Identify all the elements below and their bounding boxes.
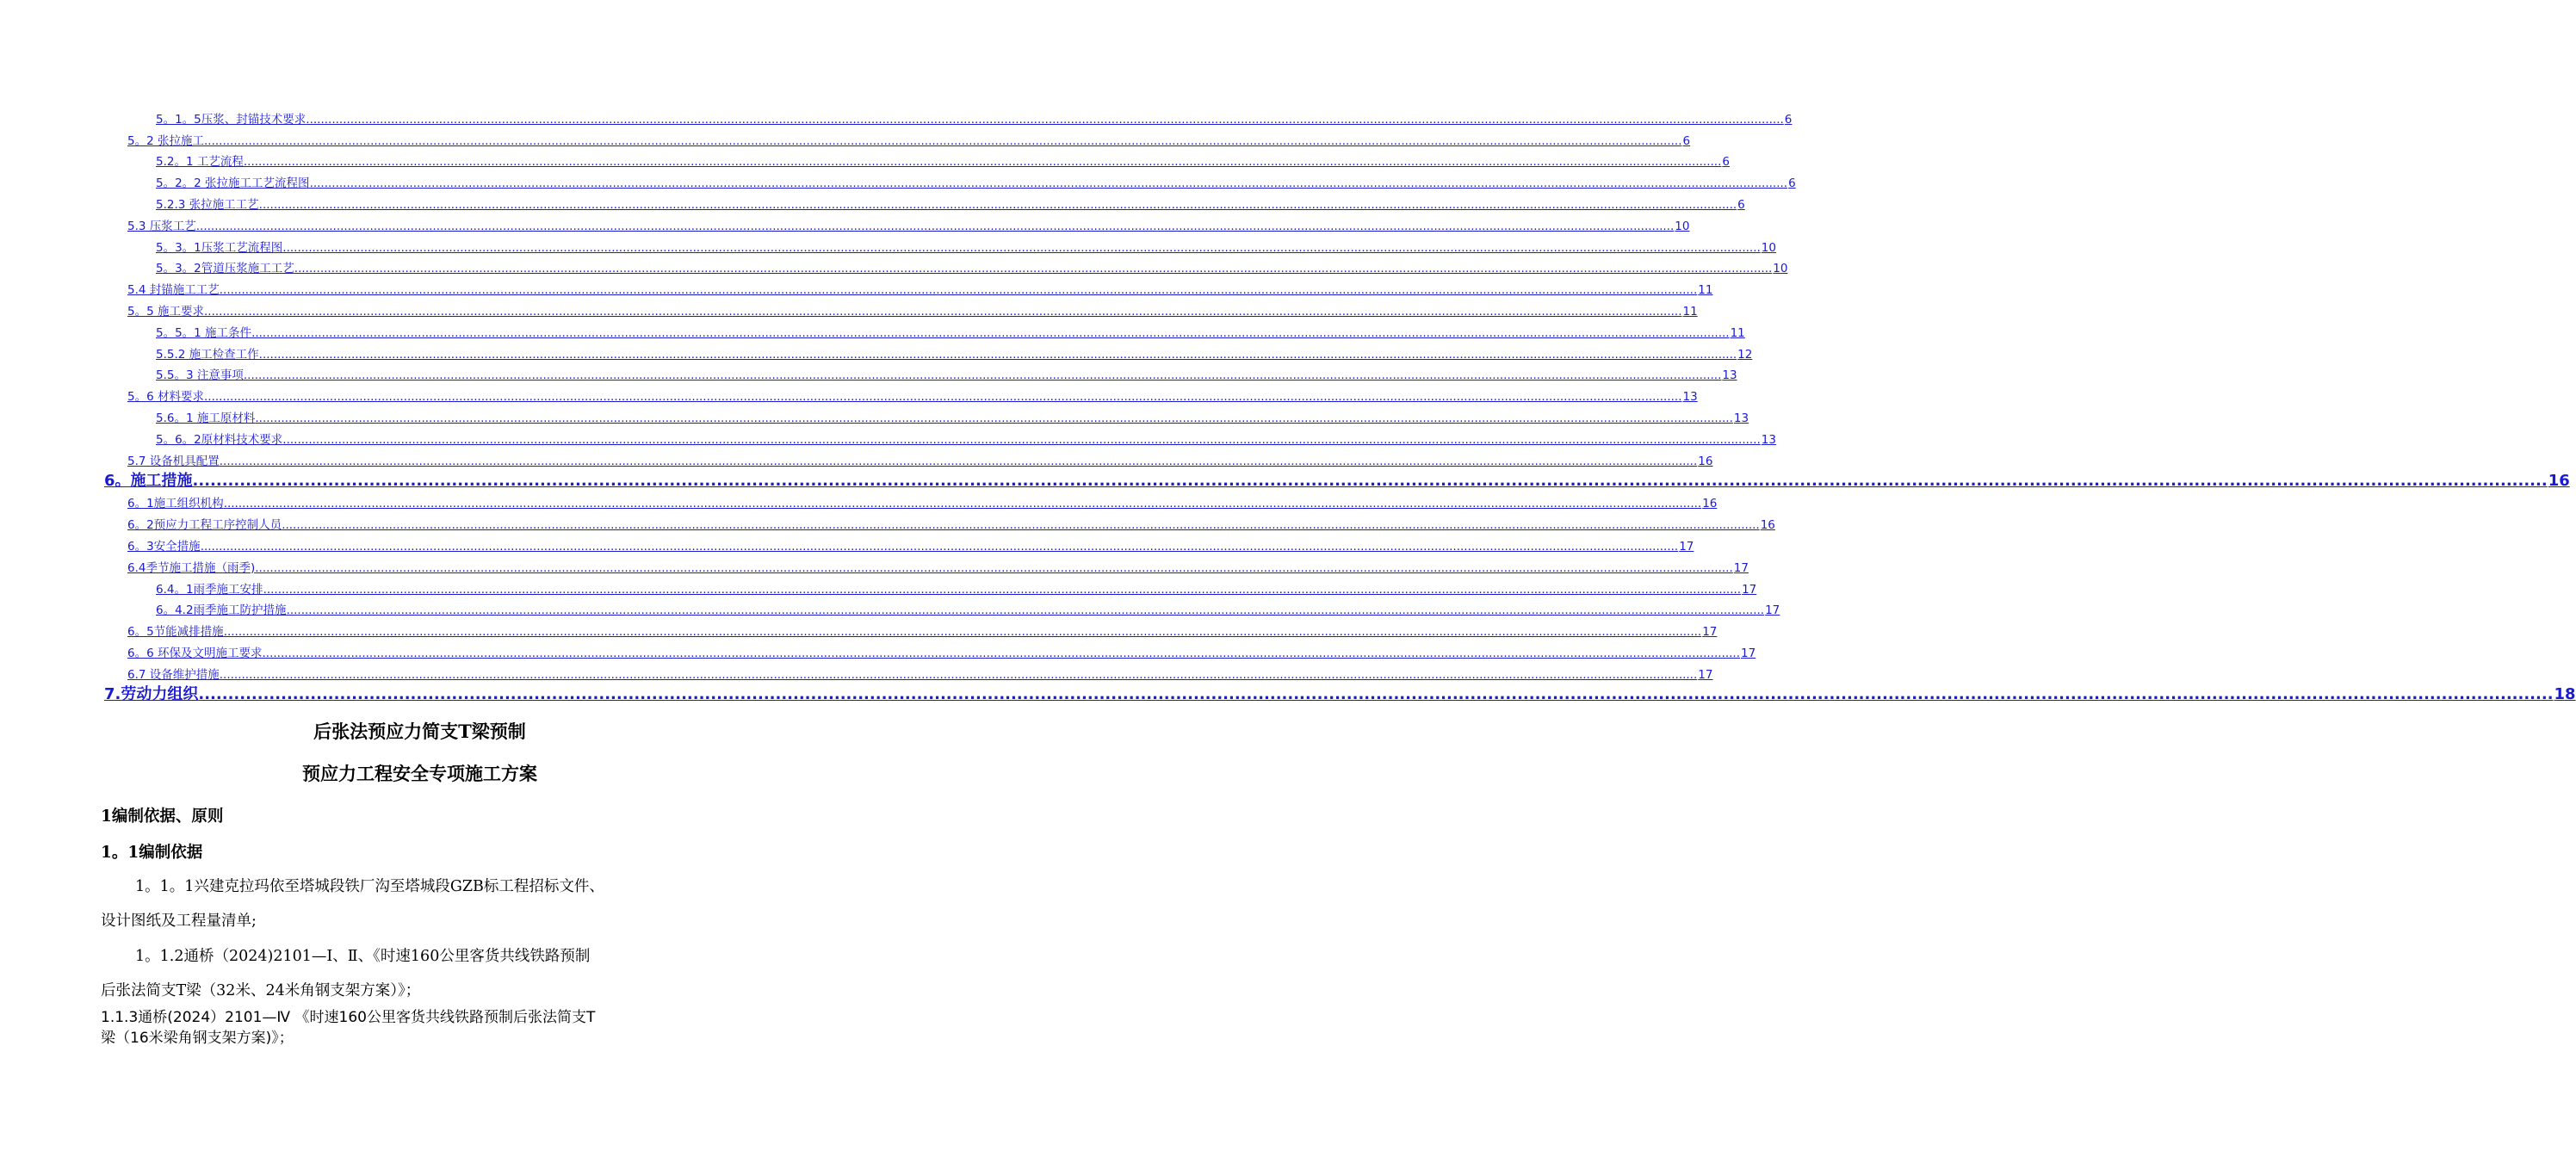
toc-entry-label: 6.4。1雨季施工安排 [156,582,263,597]
toc-leader-dots: ................................................................................................................................................................................................................................................................................................................................................................................................................ [255,411,1733,425]
toc-row [0,428,1776,449]
toc-page-number: 17 [1741,646,1756,660]
toc-entry-label: 5。2。2 张拉施工工艺流程图 [156,176,310,191]
toc-entry-label: 5.2。1 工艺流程 [156,155,244,170]
toc-row [0,343,1753,364]
toc-leader-dots: ................................................................................................................................................................................................................................................................................................................................................................................................................ [306,112,1784,127]
toc-leader-dots: ................................................................................................................................................................................................................................................................................................................................................................................................................ [223,625,1702,640]
toc-leader-dots: ................................................................................................................................................................................................................................................................................................................................................................................................................ [263,582,1742,597]
toc-entry-link[interactable] [156,347,1753,362]
document-title-line-2: 预应力工程安全专项施工方案 [302,763,537,784]
toc-leader-dots: ................................................................................................................................................................................................................................................................................................................................................................................................................ [262,646,1740,660]
toc-entry-link[interactable] [156,197,1745,213]
toc-entry-label: 5.2.3 张拉施工工艺 [156,197,259,212]
toc-entry-label: 5。2 张拉施工 [127,133,204,148]
toc-row [0,535,1694,556]
toc-leader-dots: ................................................................................................................................................................................................................................................................................................................................................................................................................ [255,560,1733,575]
toc-page-number: 6 [1784,112,1793,127]
table-of-contents [0,108,2576,706]
toc-entry-link[interactable] [127,454,1713,469]
paragraph-line: 1.1.3通桥(2024）2101—Ⅳ 《时速160公里客货共线铁路预制后张法简支T [101,1009,596,1026]
toc-entry-label: 5.4 封锚施工工艺 [127,283,220,298]
toc-row [0,278,1713,300]
toc-entry-label: 5。1。5压浆、封锚技术要求 [156,112,307,127]
toc-entry-link[interactable] [127,560,1749,576]
toc-entry-label: 5.3 压浆工艺 [127,219,196,233]
toc-entry-label: 5.5。3 注意事项 [156,368,244,383]
toc-page-number: 17 [1679,539,1694,554]
paragraph-line: 后张法简支T梁（32米、24米角钢支架方案）》； [101,982,421,999]
toc-entry-label: 6。6 环保及文明施工要求 [127,646,263,660]
toc-entry-link[interactable] [127,539,1694,554]
toc-entry-link[interactable] [156,325,1745,341]
toc-row [0,599,1780,621]
toc-entry-link[interactable] [156,411,1749,426]
toc-entry-link[interactable] [127,518,1775,533]
toc-page-number: 17 [1733,560,1749,575]
toc-leader-dots: ................................................................................................................................................................................................................................................................................................................................................................................................................ [203,133,1682,148]
toc-leader-dots: ................................................................................................................................................................................................................................................................................................................................................................................................................ [198,684,2554,703]
toc-entry-link[interactable] [156,368,1737,383]
document-title-line-1: 后张法预应力简支T梁预制 [313,721,526,742]
toc-row [0,449,1713,471]
toc-leader-dots: ................................................................................................................................................................................................................................................................................................................................................................................................................ [200,539,1679,554]
toc-page-number: 11 [1682,304,1698,319]
toc-row [0,257,1788,279]
toc-row [0,385,1698,406]
toc-entry-link[interactable] [104,684,2576,704]
toc-leader-dots: ................................................................................................................................................................................................................................................................................................................................................................................................................ [243,368,1722,383]
toc-row [0,129,1691,151]
toc-page-number: 6 [1722,155,1730,170]
toc-entry-link[interactable] [127,133,1691,149]
toc-page-number: 11 [1698,283,1713,298]
toc-row [0,578,1757,599]
paragraph-1-1-2 [101,939,742,1008]
toc-page-number: 6 [1788,176,1796,191]
toc-leader-dots: ................................................................................................................................................................................................................................................................................................................................................................................................................ [282,432,1761,447]
toc-leader-dots: ................................................................................................................................................................................................................................................................................................................................................................................................................ [219,283,1698,298]
toc-page-number: 16 [2548,471,2570,490]
toc-entry-label: 6。1施工组织机构 [127,497,224,511]
toc-row [0,556,1749,578]
toc-row [0,684,2576,706]
toc-entry-label: 5。5 施工要求 [127,304,204,319]
toc-leader-dots: ................................................................................................................................................................................................................................................................................................................................................................................................................ [282,240,1761,255]
toc-row [0,663,1713,684]
toc-page-number: 10 [1773,262,1788,276]
toc-entry-label: 6.4季节施工措施（雨季) [127,560,256,575]
toc-page-number: 16 [1702,497,1718,511]
toc-entry-link[interactable] [127,667,1713,683]
toc-entry-label: 5。3。1压浆工艺流程图 [156,240,283,255]
toc-entry-label: 5.5.2 施工检查工作 [156,347,259,362]
toc-entry-label: 5.6。1 施工原材料 [156,411,256,425]
toc-page-number: 10 [1675,219,1690,233]
toc-leader-dots: ................................................................................................................................................................................................................................................................................................................................................................................................................ [219,454,1698,468]
toc-entry-label: 5。6。2原材料技术要求 [156,432,283,447]
toc-page-number: 17 [1742,582,1757,597]
toc-entry-label: 6。5节能减排措施 [127,625,224,640]
toc-page-number: 13 [1722,368,1737,383]
toc-row [0,321,1745,343]
toc-leader-dots: ................................................................................................................................................................................................................................................................................................................................................................................................................ [223,497,1702,511]
toc-page-number: 16 [1698,454,1713,468]
toc-row [0,471,2570,492]
toc-entry-label: 6。4.2雨季施工防护措施 [156,603,287,618]
toc-leader-dots: ................................................................................................................................................................................................................................................................................................................................................................................................................ [243,155,1722,170]
toc-page-number: 6 [1682,133,1691,148]
toc-entry-link[interactable] [156,155,1730,170]
toc-entry-link[interactable] [156,240,1776,256]
toc-row [0,492,1718,514]
toc-entry-link[interactable] [127,625,1718,640]
toc-page-number: 13 [1682,390,1698,405]
toc-leader-dots: ................................................................................................................................................................................................................................................................................................................................................................................................................ [286,603,1765,618]
toc-page-number: 18 [2554,684,2576,703]
toc-entry-link[interactable] [127,646,1756,661]
toc-page-number: 16 [1760,518,1775,533]
toc-row [0,151,1730,172]
toc-entry-link[interactable] [127,390,1698,405]
toc-entry-label: 5.7 设备机具配置 [127,454,220,468]
toc-row [0,620,1718,641]
toc-leader-dots: ................................................................................................................................................................................................................................................................................................................................................................................................................ [203,304,1682,319]
toc-entry-label: 7.劳动力组织 [104,684,199,703]
section-heading-1: 1编制依据、原则 [101,807,224,826]
toc-row [0,236,1776,257]
toc-row [0,513,1775,535]
toc-page-number: 17 [1698,667,1713,682]
toc-row [0,641,1756,663]
toc-entry-link[interactable] [156,112,1793,127]
toc-row [0,108,1793,129]
toc-page-number: 13 [1733,411,1749,425]
toc-entry-label: 5。3。2管道压浆施工工艺 [156,262,294,276]
toc-entry-link[interactable] [156,603,1780,618]
paragraph-line: 设计图纸及工程量清单; [101,913,257,930]
toc-entry-link[interactable] [156,262,1788,276]
toc-page-number: 11 [1730,325,1745,340]
paragraph-1-1-3 [101,1007,742,1049]
toc-leader-dots: ................................................................................................................................................................................................................................................................................................................................................................................................................ [251,325,1730,340]
toc-entry-label: 6。3安全措施 [127,539,201,554]
toc-entry-label: 5。5。1 施工条件 [156,325,252,340]
toc-page-number: 6 [1737,197,1745,212]
toc-entry-label: 6。施工措施 [104,471,193,490]
toc-row [0,406,1749,428]
toc-row [0,171,1796,193]
toc-row [0,364,1737,386]
toc-page-number: 17 [1702,625,1718,640]
toc-leader-dots: ................................................................................................................................................................................................................................................................................................................................................................................................................ [219,667,1698,682]
toc-leader-dots: ................................................................................................................................................................................................................................................................................................................................................................................................................ [192,471,2548,490]
toc-leader-dots: ................................................................................................................................................................................................................................................................................................................................................................................................................ [294,262,1773,276]
paragraph-line: 1。1。1兴建克拉玛依至塔城段铁厂沟至塔城段GZB标工程招标文件、 [135,878,604,895]
toc-entry-label: 6。2预应力工程工序控制人员 [127,518,282,533]
toc-row [0,300,1698,321]
paragraph-line: 1。1.2通桥（2024)2101—Ⅰ、Ⅱ、《时速160公里客货共线铁路预制 [135,948,591,965]
toc-leader-dots: ................................................................................................................................................................................................................................................................................................................................................................................................................ [258,347,1737,362]
toc-entry-link[interactable] [156,582,1757,597]
toc-entry-link[interactable] [104,471,2570,491]
toc-row [0,214,1690,236]
toc-page-number: 10 [1761,240,1776,255]
toc-page-number: 12 [1737,347,1753,362]
toc-page-number: 13 [1761,432,1776,447]
toc-leader-dots: ................................................................................................................................................................................................................................................................................................................................................................................................................ [282,518,1760,533]
toc-entry-label: 6.7 设备维护措施 [127,667,220,682]
toc-entry-link[interactable] [156,432,1776,448]
toc-entry-link[interactable] [127,304,1698,319]
section-heading-1-1: 1。1编制依据 [101,844,203,862]
toc-leader-dots: ................................................................................................................................................................................................................................................................................................................................................................................................................ [203,390,1682,405]
paragraph-1-1-1 [101,869,742,938]
toc-entry-link[interactable] [127,219,1690,234]
toc-entry-link[interactable] [156,176,1796,191]
toc-row [0,193,1745,214]
toc-entry-label: 5。6 材料要求 [127,390,204,405]
toc-leader-dots: ................................................................................................................................................................................................................................................................................................................................................................................................................ [309,176,1788,191]
toc-page-number: 17 [1765,603,1780,618]
paragraph-line: 梁（16米梁角钢支架方案)》； [101,1030,294,1047]
toc-entry-link[interactable] [127,497,1718,511]
toc-entry-link[interactable] [127,283,1713,298]
toc-leader-dots: ................................................................................................................................................................................................................................................................................................................................................................................................................ [258,197,1737,212]
toc-leader-dots: ................................................................................................................................................................................................................................................................................................................................................................................................................ [195,219,1675,233]
